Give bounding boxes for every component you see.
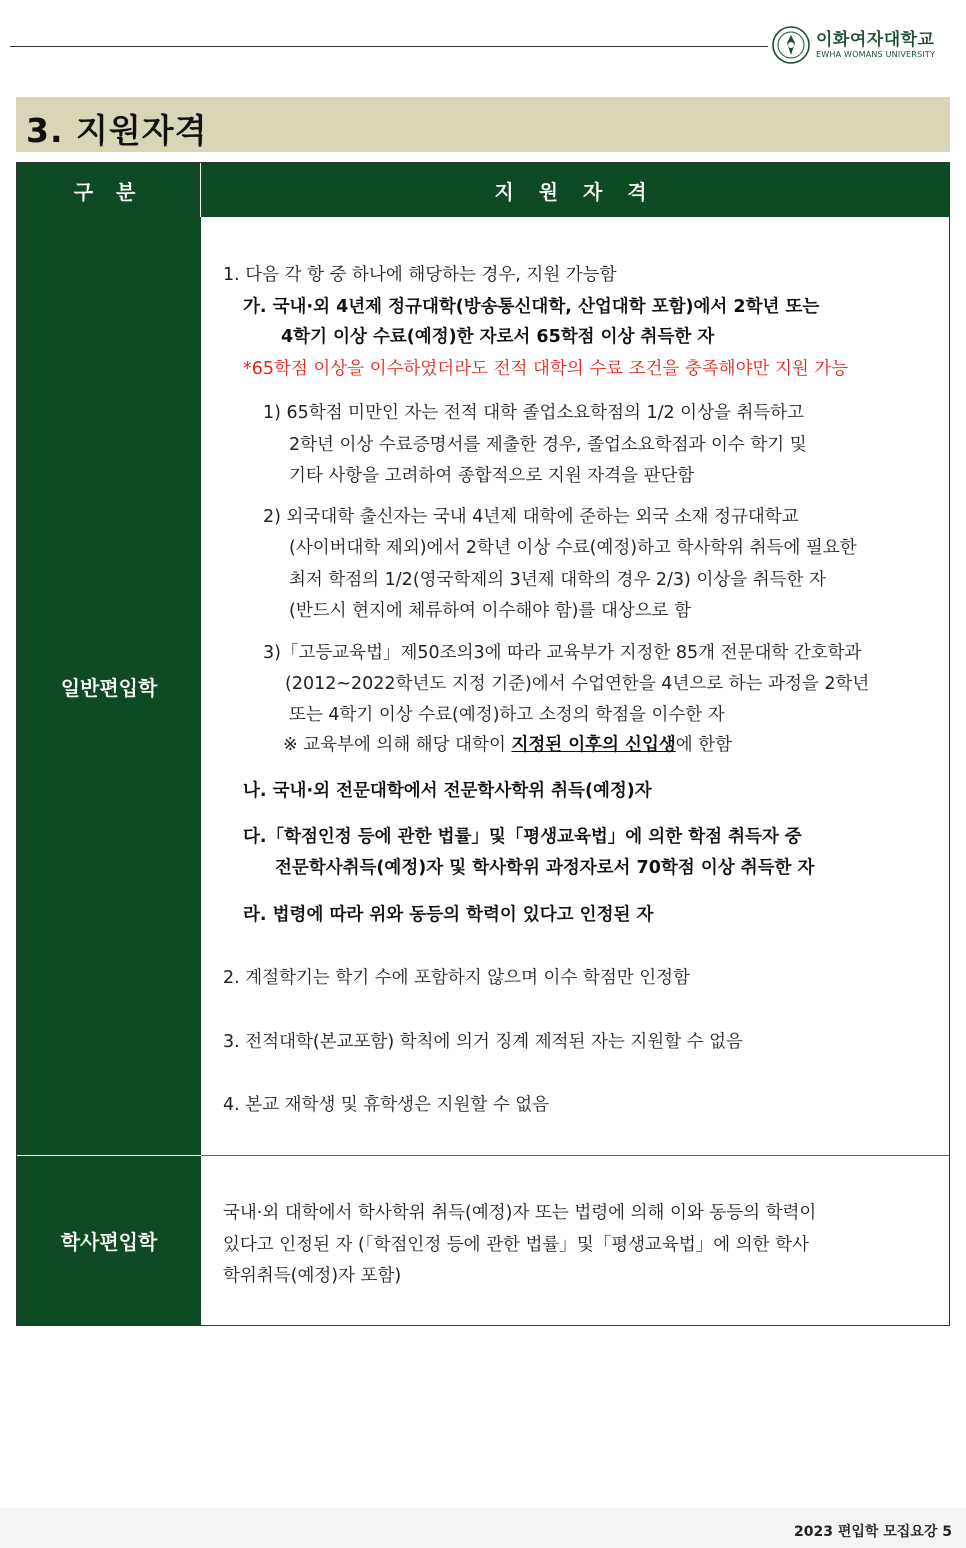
general-da-line-1: 다.「학점인정 등에 관한 법률」및「평생교육법」에 의한 학점 취득자 중 — [243, 827, 802, 847]
general-sub1-line-3: 기타 사항을 고려하여 종합적으로 지원 자격을 판단함 — [289, 466, 695, 486]
general-na: 나. 국내·외 전문대학에서 전문학사학위 취득(예정)자 — [243, 781, 652, 801]
general-item-2: 2. 계절학기는 학기 수에 포함하지 않으며 이수 학점만 인정함 — [223, 968, 690, 988]
general-ga-note: *65학점 이상을 이수하였더라도 전적 대학의 수료 조건을 충족해야만 지원 가능 — [243, 359, 849, 379]
university-seal-icon — [772, 26, 810, 64]
general-ga-line-2: 4학기 이상 수료(예정)한 자로서 65학점 이상 취득한 자 — [281, 327, 715, 347]
bachelor-line-1: 국내·외 대학에서 학사학위 취득(예정)자 또는 법령에 의해 이와 동등의 학력이 — [223, 1203, 817, 1223]
footer-page-label: 2023 편입학 모집요강 5 — [794, 1524, 952, 1540]
general-item-4: 4. 본교 재학생 및 휴학생은 지원할 수 없음 — [223, 1095, 550, 1115]
category-bachelor-transfer: 학사편입학 — [17, 1156, 201, 1325]
general-sub3-line-1: 3)「고등교육법」제50조의3에 따라 교육부가 지정한 85개 전문대학 간호학과 — [263, 643, 862, 663]
general-item-1: 1. 다음 각 항 중 하나에 해당하는 경우, 지원 가능함 — [223, 265, 617, 285]
bachelor-line-3: 학위취득(예정)자 포함) — [223, 1266, 402, 1286]
note-text-underlined: 지정된 이후의 신입생 — [511, 735, 676, 755]
university-logo — [772, 26, 935, 64]
note-text-pre: ※ 교육부에 의해 해당 대학이 — [283, 735, 512, 755]
category-general-transfer: 일반편입학 — [17, 217, 201, 1155]
general-item-3: 3. 전적대학(본교포함) 학칙에 의거 징계 제적된 자는 지원할 수 없음 — [223, 1032, 743, 1052]
university-name-en: EWHA WOMANS UNIVERSITY — [816, 49, 936, 59]
section-title: 3. 지원자격 — [26, 111, 208, 150]
general-sub2-line-3: 최저 학점의 1/2(영국학제의 3년제 대학의 경우 2/3) 이상을 취득한 자 — [289, 570, 826, 590]
general-ra: 라. 법령에 따라 위와 동등의 학력이 있다고 인정된 자 — [243, 905, 654, 925]
general-sub1-line-1: 1) 65학점 미만인 자는 전적 대학 졸업소요학점의 1/2 이상을 취득하고 — [263, 403, 805, 423]
general-sub2-line-1: 2) 외국대학 출신자는 국내 4년제 대학에 준하는 외국 소재 정규대학교 — [263, 507, 799, 527]
header-rule — [10, 46, 768, 47]
section-header — [16, 97, 950, 152]
general-sub3-line-2: (2012~2022학년도 지정 기준)에서 수업연한을 4년으로 하는 과정을 2학년 — [285, 674, 870, 694]
general-sub3-note — [283, 731, 732, 756]
note-text-post: 에 한함 — [675, 735, 733, 755]
bachelor-line-2: 있다고 인정된 자 (「학점인정 등에 관한 법률」및「평생교육법」에 의한 학사 — [223, 1235, 809, 1255]
general-sub2-line-4: (반드시 현지에 체류하여 이수해야 함)를 대상으로 함 — [289, 601, 692, 621]
row-divider — [201, 1155, 949, 1156]
general-ga-line-1: 가. 국내·외 4년제 정규대학(방송통신대학, 산업대학 포함)에서 2학년 또는 — [243, 297, 820, 317]
general-sub1-line-2: 2학년 이상 수료증명서를 제출한 경우, 졸업소요학점과 이수 학기 및 — [289, 435, 807, 455]
general-sub3-line-3: 또는 4학기 이상 수료(예정)하고 소정의 학점을 이수한 자 — [289, 705, 725, 725]
general-sub2-line-2: (사이버대학 제외)에서 2학년 이상 수료(예정)하고 학사학위 취득에 필요한 — [289, 538, 857, 558]
header-category: 구 분 — [17, 163, 201, 217]
header-qualification: 지 원 자 격 — [201, 163, 949, 217]
qualification-table — [16, 162, 950, 1326]
university-name-kr: 이화여자대학교 — [816, 29, 935, 50]
general-da-line-2: 전문학사취득(예정)자 및 학사학위 과정자로서 70학점 이상 취득한 자 — [275, 858, 815, 878]
